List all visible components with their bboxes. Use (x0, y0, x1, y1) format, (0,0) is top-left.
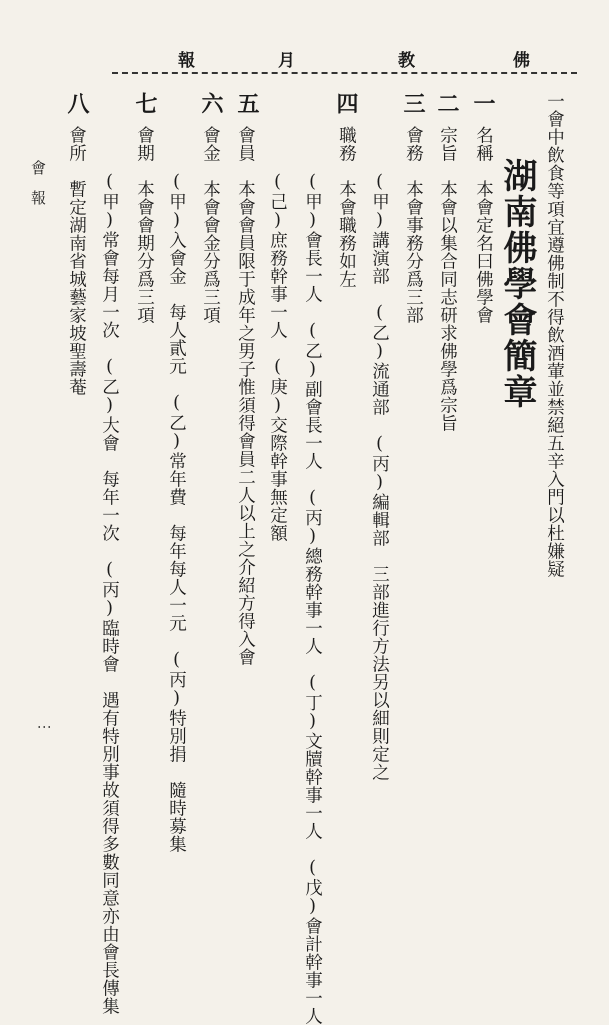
section-line: 名稱 本會定名曰佛學會 (473, 126, 494, 324)
section-number: 三 (400, 92, 426, 114)
section-line: 會務 本會事務分爲三部 (403, 126, 424, 324)
section-number: 七 (132, 92, 158, 114)
section-line: (甲)常會每月一次 (乙)大會 每年一次 (丙)臨時會 遇有特別事故須得多數同意亦由會長傳集 (99, 172, 120, 1015)
footer-label: 會 報 (29, 160, 47, 205)
section-line: 職務 本會職務如左 (336, 126, 357, 288)
section-number: 六 (198, 92, 224, 114)
section-number: 八 (64, 92, 90, 114)
section-number: 四 (333, 92, 359, 114)
section-line: 會員 本會會員限于成年之男子惟須得會員二人以上之介紹方得入會 (235, 126, 256, 666)
section-number: 二 (434, 92, 460, 114)
section-line: 會期 本會會期分爲三項 (134, 126, 155, 324)
section-line: (甲)入會金 每人貳元 (乙)常年費 每年每人一元 (丙)特別捐 隨時募集 (166, 172, 187, 853)
section-line: (甲)講演部 (乙)流通部 (丙)編輯部 三部進行方法另以細則定之 (369, 172, 390, 781)
section-line: (己)庶務幹事一人 (庚)交際幹事無定額 (267, 172, 288, 542)
section-line: (甲)會長一人 (乙)副會長一人 (丙)總務幹事一人 (丁)文牘幹事一人 (戊)會計幹事一人 (302, 172, 323, 1025)
section-line: 宗旨 本會以集合同志研求佛學爲宗旨 (437, 126, 458, 432)
document-title: 湖南佛學會簡章 (497, 158, 537, 410)
section-number: 五 (234, 92, 260, 114)
page-header (108, 46, 548, 70)
section-number: 一 (470, 92, 496, 114)
header-char-fo: 佛 (513, 51, 530, 71)
header-char-yue: 月 (278, 51, 295, 71)
section-line: 會金 本會會金分爲三項 (200, 126, 221, 324)
preamble-line: 一會中飲食等項宜遵佛制不得飲酒葷並禁絕五辛入門以杜嫌疑 (544, 92, 565, 578)
section-line: 會所 暫定湖南省城藝家坡聖壽菴 (66, 126, 87, 396)
header-char-jiao: 教 (398, 51, 415, 71)
header-rule (112, 72, 577, 82)
header-char-bao: 報 (178, 51, 195, 71)
page-mark: ⋮ (36, 720, 52, 734)
